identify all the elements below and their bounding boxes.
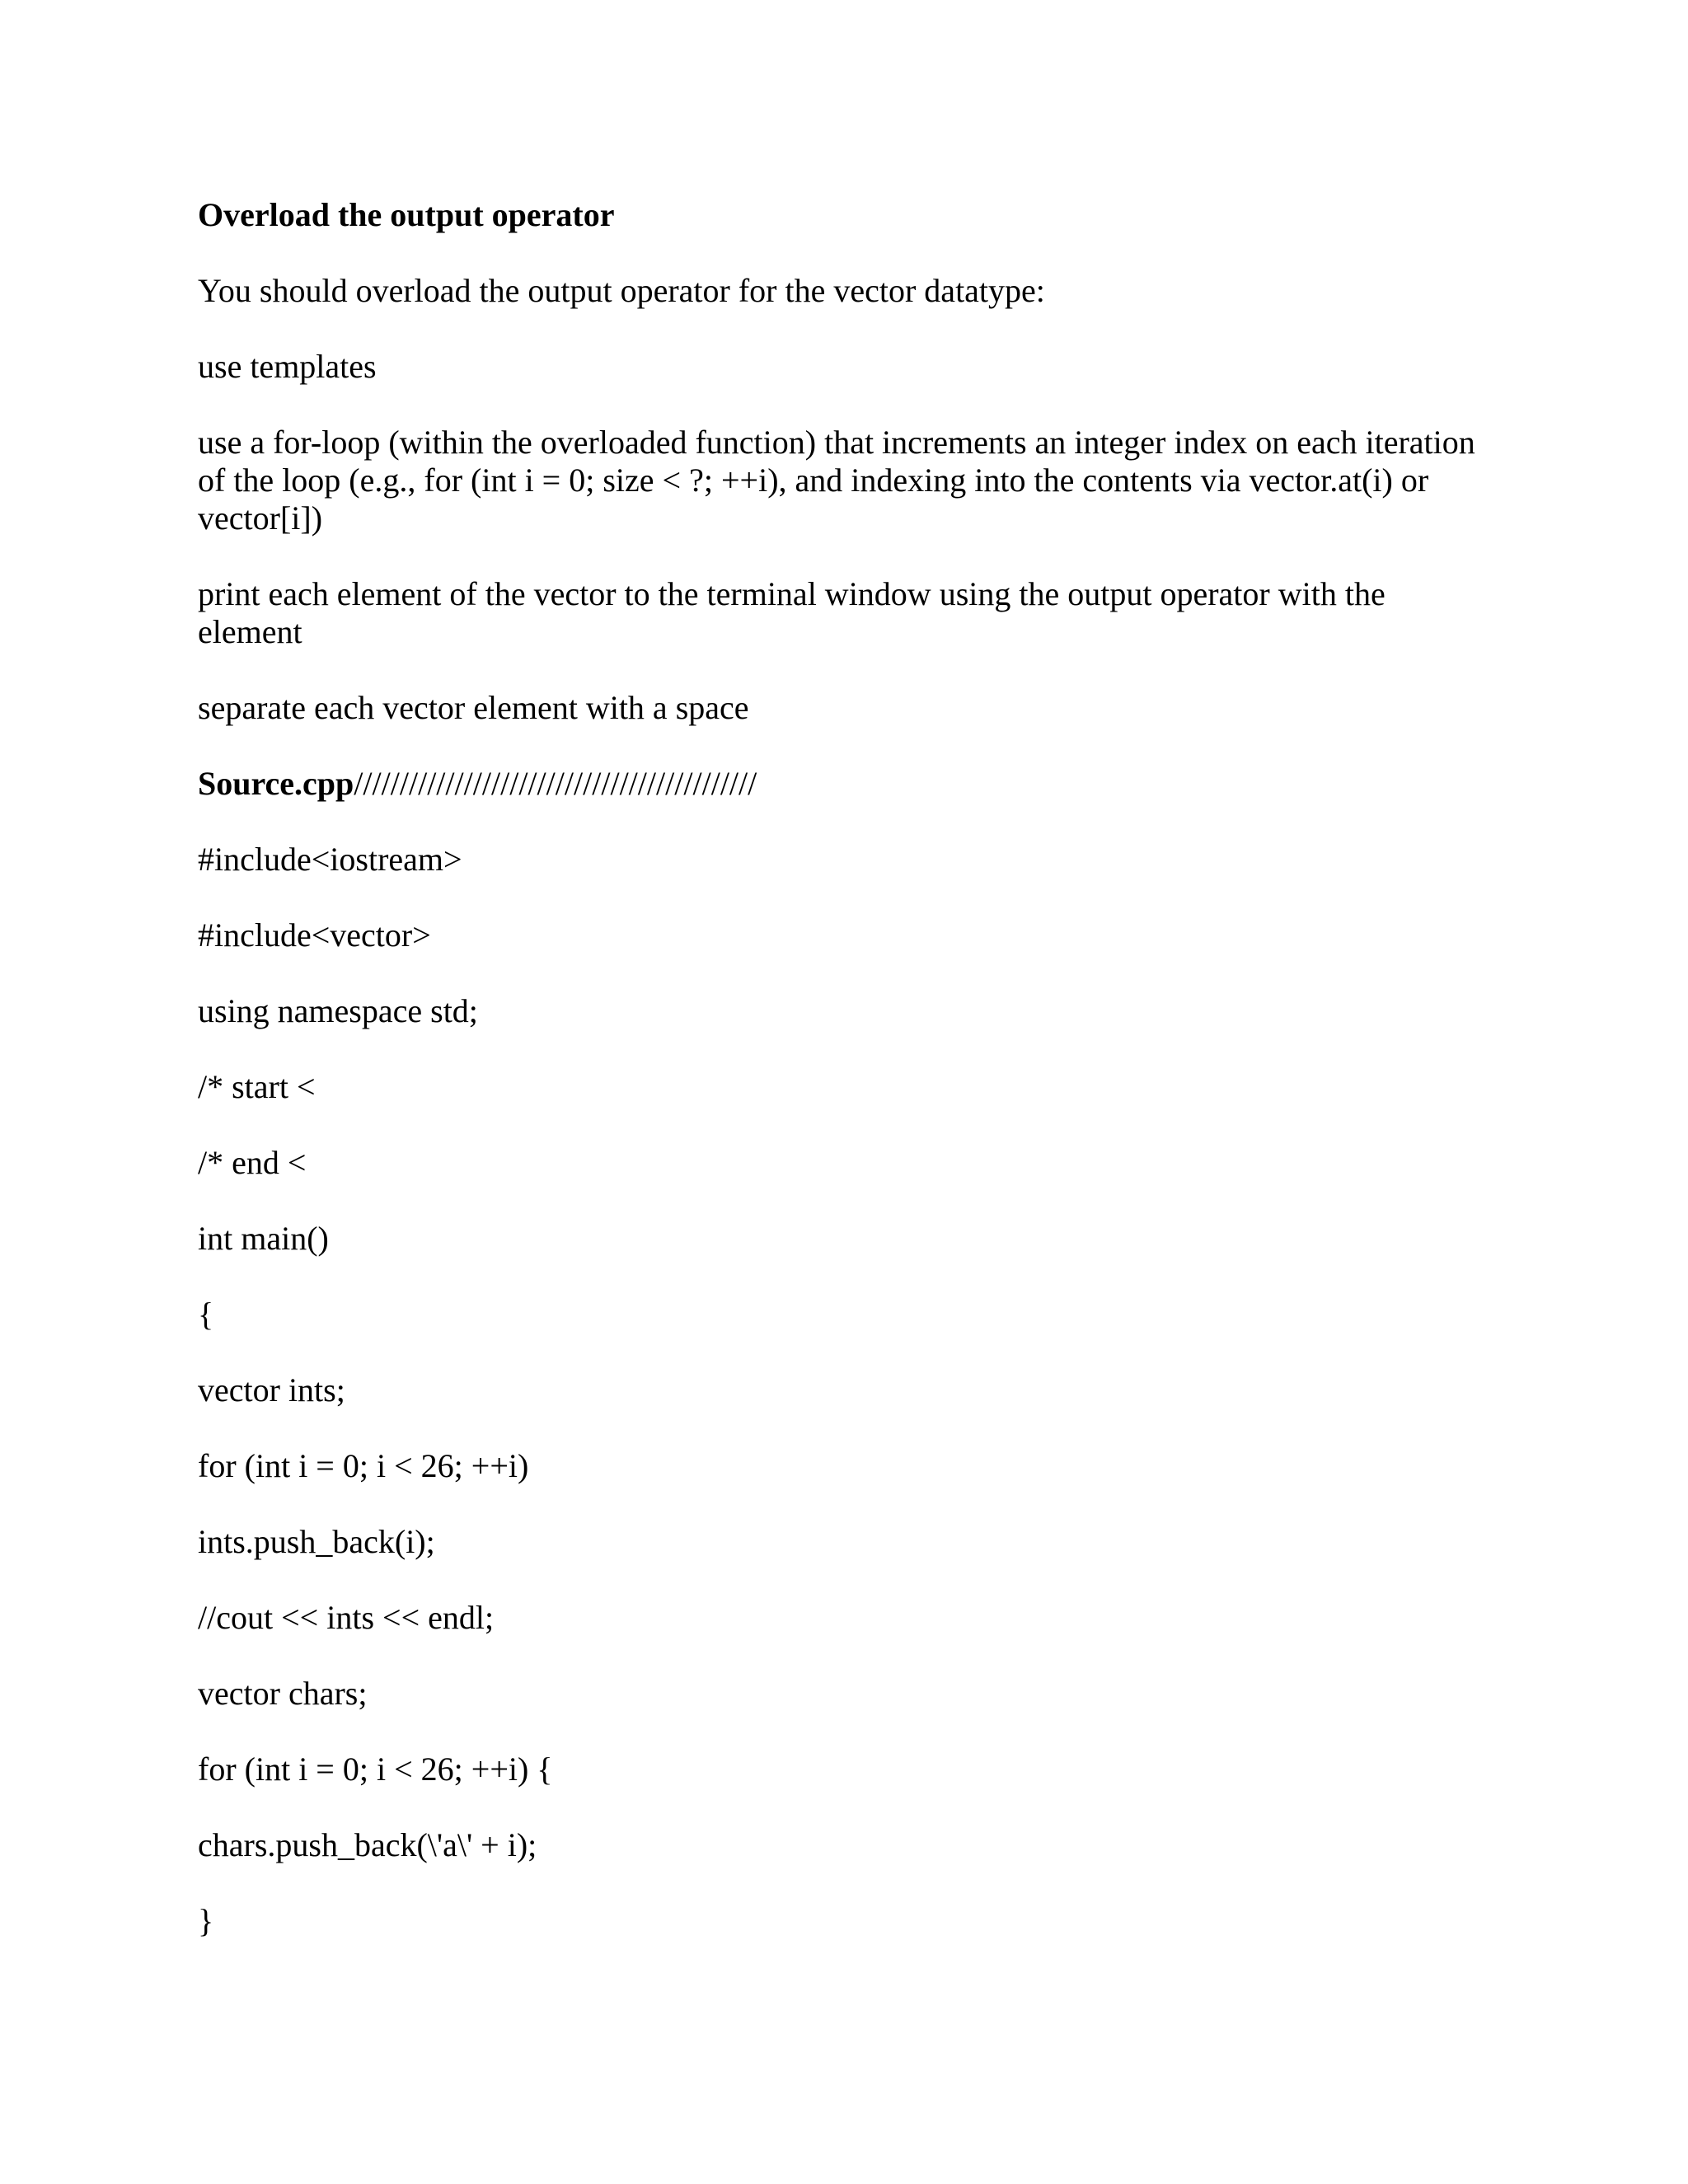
code-line: vector ints; bbox=[198, 1371, 345, 1408]
requirement-templates: use templates bbox=[198, 348, 377, 385]
requirement-print-line-2: element bbox=[198, 613, 302, 650]
code-line: //cout << ints << endl; bbox=[198, 1599, 495, 1636]
source-file-name: Source.cpp bbox=[198, 765, 354, 802]
code-line: for (int i = 0; i < 26; ++i) { bbox=[198, 1750, 553, 1788]
code-line: #include<iostream> bbox=[198, 841, 462, 878]
source-file-heading bbox=[198, 765, 757, 803]
code-line: int main() bbox=[198, 1220, 329, 1257]
code-line: { bbox=[198, 1296, 214, 1333]
code-line: chars.push_back(\'a\' + i); bbox=[198, 1826, 537, 1863]
code-line: } bbox=[198, 1902, 214, 1939]
intro-paragraph: You should overload the output operator for the vector datatype: bbox=[198, 272, 1045, 309]
code-line: for (int i = 0; i < 26; ++i) bbox=[198, 1447, 529, 1484]
source-file-divider: //////////////////////////////////////////// bbox=[354, 765, 757, 802]
requirement-print-line-1: print each element of the vector to the terminal window using the output operator with the bbox=[198, 575, 1386, 612]
code-line: vector chars; bbox=[198, 1675, 368, 1712]
document-heading: Overload the output operator bbox=[198, 196, 615, 233]
requirement-for-loop-line-3: vector[i]) bbox=[198, 499, 323, 537]
requirement-separate: separate each vector element with a space bbox=[198, 689, 749, 726]
code-line: ints.push_back(i); bbox=[198, 1523, 435, 1560]
requirement-for-loop-line-2: of the loop (e.g., for (int i = 0; size < ?; ++i), and indexing into the contents via vector.at(i) or bbox=[198, 462, 1429, 499]
code-line: #include<vector> bbox=[198, 916, 431, 954]
requirement-for-loop-line-1: use a for-loop (within the overloaded function) that increments an integer index on each iteration bbox=[198, 424, 1475, 461]
code-line: using namespace std; bbox=[198, 992, 478, 1029]
code-line: /* end < bbox=[198, 1144, 307, 1181]
code-line: /* start < bbox=[198, 1068, 316, 1105]
